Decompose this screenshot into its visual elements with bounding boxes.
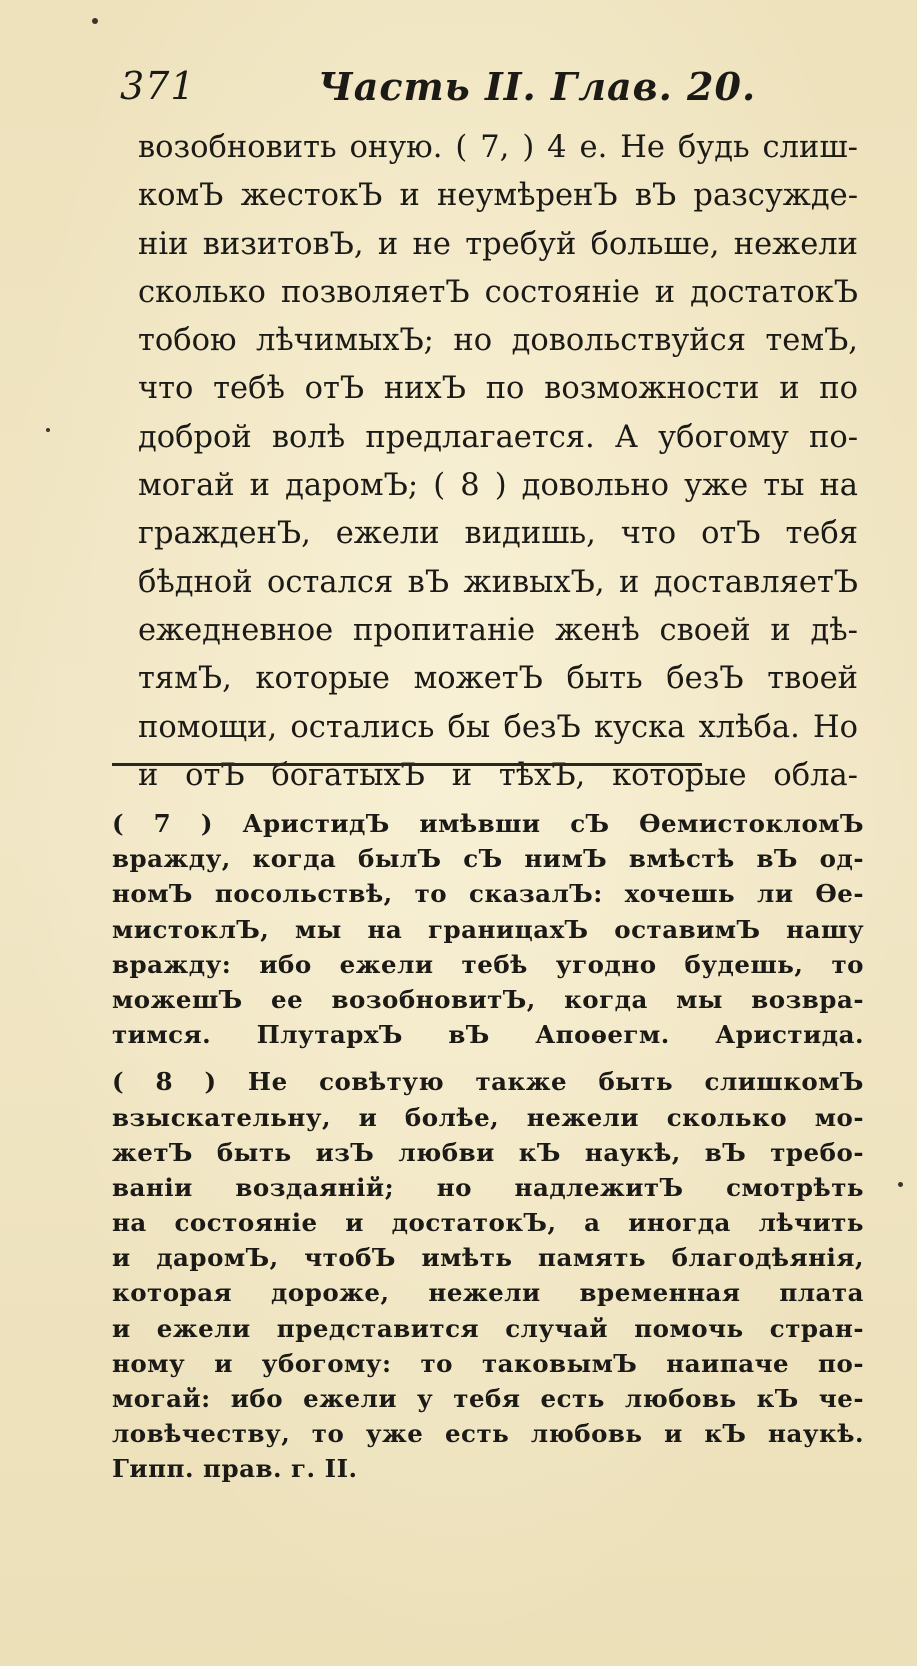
text-line: тобою лѣчимыхЪ; но довольствуйся темЪ, — [138, 323, 858, 359]
running-head: Часть II. Глав. 20. — [318, 64, 757, 109]
text-line: и отЪ богатыхЪ и тѣхЪ, которые обла- — [138, 757, 858, 793]
footnote-line: взыскательну, и болѣе, нежели сколько мо- — [112, 1102, 864, 1132]
footnote-line: и ежели представится случай помочь стран- — [112, 1313, 864, 1343]
text-line: ніи визитовЪ, и не требуй больше, нежели — [138, 226, 858, 262]
footnote-line: мистоклЪ, мы на границахЪ оставимЪ нашу — [112, 914, 864, 944]
footnote-line: которая дороже, нежели временная плата — [112, 1278, 864, 1308]
text-line: сколько позволяетЪ состояніе и достатокЪ — [138, 274, 858, 310]
footnote-line: номЪ посольствѣ, то сказалЪ: хочешь ли Ѳе- — [112, 879, 864, 909]
footnote-line: ( 7 ) АристидЪ имѣвши сЪ ѲемистокломЪ — [112, 809, 864, 838]
text-line: что тебѣ отЪ нихЪ по возможности и по — [138, 371, 858, 407]
footnote-line: ному и убогому: то таковымЪ наипаче по- — [112, 1348, 864, 1378]
footnote-line: вражду, когда былЪ сЪ нимЪ вмѣстѣ вЪ од- — [112, 844, 864, 874]
text-line: доброй волѣ предлагается. А убогому по- — [138, 419, 858, 455]
footnote-line: ваніи воздаяній; но надлежитЪ смотрѣть — [112, 1172, 864, 1202]
footnote-line: ( 8 ) Не совѣтую также быть слишкомЪ — [112, 1067, 864, 1097]
ink-speck — [92, 18, 98, 24]
text-line: тямЪ, которые можетЪ быть безЪ твоей — [138, 661, 858, 697]
footnote-line: жетЪ быть изЪ любви кЪ наукѣ, вЪ требо- — [112, 1137, 864, 1167]
footnotes — [112, 806, 864, 1487]
text-line: могай и даромЪ; ( 8 ) довольно уже ты на — [138, 468, 858, 504]
text-line: бѣдной остался вЪ живыхЪ, и доставляетЪ — [138, 564, 858, 600]
page-number: 371 — [120, 64, 196, 108]
text-line: возобновить оную. ( 7, ) 4 е. Не будь слиш- — [138, 130, 858, 165]
footnote-line: Гипп. прав. г. II. — [112, 1454, 358, 1484]
text-line: гражденЪ, ежели видишь, что отЪ тебя — [138, 516, 858, 552]
footnote-line: на состояніе и достатокЪ, а иногда лѣчить — [112, 1208, 864, 1238]
main-text — [138, 124, 858, 800]
ink-speck — [46, 428, 50, 432]
footnote-7 — [112, 806, 864, 1052]
text-line: помощи, остались бы безЪ куска хлѣба. Но — [138, 709, 858, 745]
page-header — [120, 54, 840, 124]
text-line: комЪ жестокЪ и неумѣренЪ вЪ разсужде- — [138, 178, 858, 214]
footnote-line: могай: ибо ежели у тебя есть любовь кЪ че- — [112, 1384, 864, 1413]
footnote-line: тимся. ПлутархЪ вЪ Апоѳегм. Аристида. — [112, 1020, 864, 1050]
footnote-8 — [112, 1064, 864, 1486]
footnote-line: ловѣчеству, то уже есть любовь и кЪ наукѣ. — [112, 1419, 864, 1449]
footnote-line: вражду: ибо ежели тебѣ угодно будешь, то — [112, 949, 864, 979]
ink-speck — [898, 1182, 903, 1187]
footnote-line: и даромЪ, чтобЪ имѣть память благодѣянія, — [112, 1243, 864, 1273]
footnote-separator-rule — [112, 763, 702, 766]
footnote-gap — [112, 1052, 864, 1064]
footnote-line: можешЪ ее возобновитЪ, когда мы возвра- — [112, 984, 864, 1014]
text-line: ежедневное пропитаніе женѣ своей и дѣ- — [138, 612, 858, 648]
